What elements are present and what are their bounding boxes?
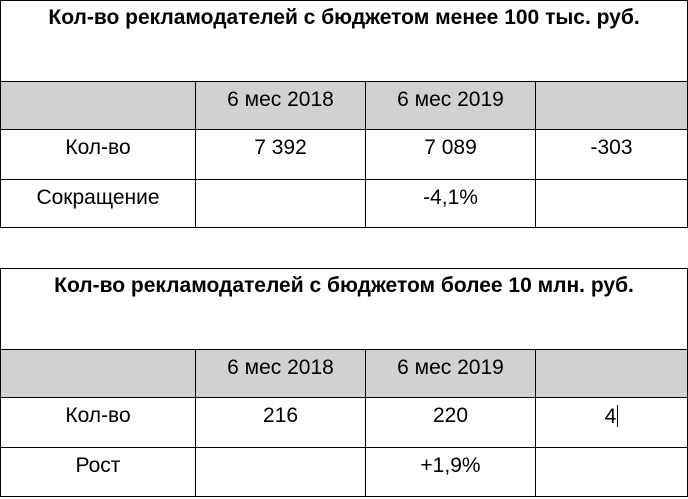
table-title <box>1 1 688 82</box>
table-title-text: Кол-во рекламодателей с бюджетом менее 100 тыс. руб. <box>48 6 640 29</box>
table-row <box>1 180 688 228</box>
table-cell: 7 392 <box>196 130 366 180</box>
table-cell: -303 <box>536 130 688 180</box>
table-large-budget-advertisers <box>0 268 688 497</box>
header-cell <box>1 350 196 398</box>
table-cell <box>536 448 688 497</box>
table-cell: Сокращение <box>1 180 196 228</box>
table-cell: -4,1% <box>366 180 536 228</box>
header-cell <box>536 350 688 398</box>
table-cell: Кол-во <box>1 130 196 180</box>
table-header-row <box>1 350 688 398</box>
table-cell <box>196 448 366 497</box>
table-row <box>1 398 688 448</box>
table-cell: 216 <box>196 398 366 448</box>
table-cell <box>536 180 688 228</box>
table-cell: 7 089 <box>366 130 536 180</box>
table-cell-editing[interactable] <box>536 398 688 448</box>
table-cell: Кол-во <box>1 398 196 448</box>
table-cell: +1,9% <box>366 448 536 497</box>
table-title <box>1 269 688 350</box>
table-cell-value: 4 <box>604 405 617 428</box>
table-small-budget-advertisers <box>0 0 688 228</box>
table-cell: Рост <box>1 448 196 497</box>
header-cell <box>536 82 688 130</box>
table-header-row <box>1 82 688 130</box>
header-cell: 6 мес 2018 <box>196 82 366 130</box>
table-cell: 220 <box>366 398 536 448</box>
header-cell: 6 мес 2019 <box>366 350 536 398</box>
header-cell: 6 мес 2018 <box>196 350 366 398</box>
header-cell <box>1 82 196 130</box>
header-cell: 6 мес 2019 <box>366 82 536 130</box>
table-row <box>1 130 688 180</box>
table-row <box>1 448 688 497</box>
table-cell <box>196 180 366 228</box>
text-cursor <box>617 405 618 427</box>
table-title-text: Кол-во рекламодателей с бюджетом более 10 млн. руб. <box>54 274 634 297</box>
